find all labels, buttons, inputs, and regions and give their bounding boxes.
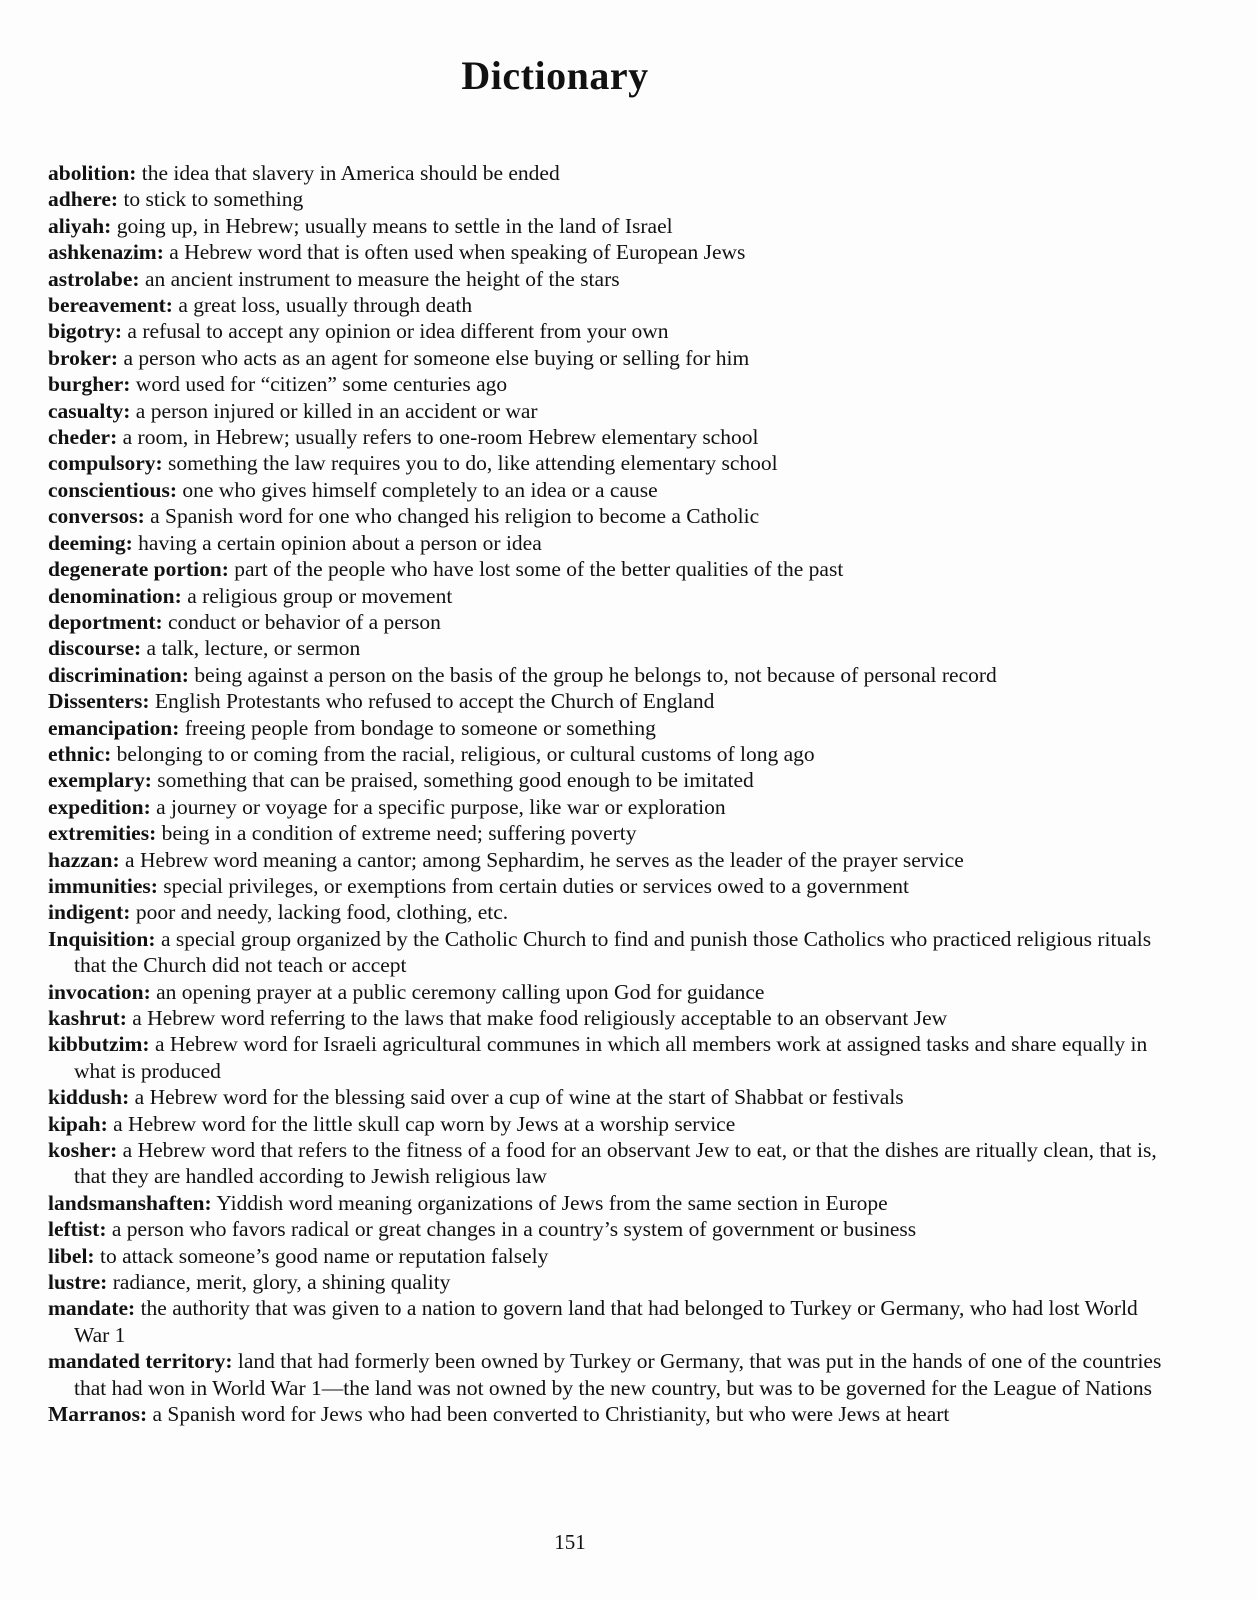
glossary-entry	[48, 926, 1168, 979]
glossary-term: immunities:	[48, 873, 158, 898]
glossary-definition: a religious group or movement	[187, 583, 453, 608]
glossary-term: burgher:	[48, 372, 131, 397]
glossary-entry	[48, 450, 1168, 476]
glossary-definition: radiance, merit, glory, a shining quality	[112, 1270, 451, 1295]
glossary-definition: something that can be praised, something good enough to be imitated	[157, 768, 754, 793]
glossary-term: denomination:	[48, 583, 182, 608]
glossary-entry	[48, 1005, 1168, 1031]
glossary-definition: a Hebrew word for the little skull cap worn by Jews at a worship service	[113, 1111, 736, 1136]
glossary-term: degenerate portion:	[48, 557, 229, 582]
glossary-term: mandated territory:	[48, 1349, 233, 1374]
glossary-entry	[48, 1137, 1168, 1190]
glossary-term: extremities:	[48, 821, 157, 846]
glossary-term: Marranos:	[48, 1402, 148, 1427]
glossary-definition: a Hebrew word meaning a cantor; among Sephardim, he serves as the leader of the prayer service	[125, 847, 964, 872]
glossary-entry	[48, 662, 1168, 688]
glossary-entry	[48, 318, 1168, 344]
glossary-term: conscientious:	[48, 477, 177, 502]
glossary-term: exemplary:	[48, 768, 152, 793]
glossary-definition: a Hebrew word that refers to the fitness of a food for an observant Jew to eat, or that the dishes are ritually clean, that is, that they are handled according to Jewish religious law	[74, 1138, 1157, 1189]
glossary-entry	[48, 979, 1168, 1005]
glossary-entry	[48, 398, 1168, 424]
glossary-definition: one who gives himself completely to an idea or a cause	[182, 477, 658, 502]
glossary-entry	[48, 424, 1168, 450]
glossary-entry	[48, 741, 1168, 767]
glossary-definition: special privileges, or exemptions from certain duties or services owed to a government	[163, 873, 909, 898]
glossary-definition: a Hebrew word for the blessing said over a cup of wine at the start of Shabbat or festivals	[134, 1085, 904, 1110]
glossary-definition: land that had formerly been owned by Turkey or Germany, that was put in the hands of one of the countries that had won in World War 1—the land was not owned by the new country, but was to be governed for the League of Nations	[74, 1349, 1162, 1400]
glossary-entry	[48, 873, 1168, 899]
glossary-entry	[48, 583, 1168, 609]
glossary-entry	[48, 847, 1168, 873]
glossary-definition: a talk, lecture, or sermon	[146, 636, 361, 661]
glossary-definition: word used for “citizen” some centuries ago	[135, 372, 508, 397]
glossary-entry	[48, 767, 1168, 793]
glossary-list	[48, 160, 1168, 1428]
glossary-entry	[48, 266, 1168, 292]
glossary-term: mandate:	[48, 1296, 136, 1321]
glossary-term: ashkenazim:	[48, 240, 164, 265]
glossary-definition: a Spanish word for Jews who had been converted to Christianity, but who were Jews at heart	[152, 1402, 950, 1427]
glossary-term: ethnic:	[48, 741, 112, 766]
glossary-entry	[48, 1348, 1168, 1401]
glossary-term: kosher:	[48, 1138, 118, 1163]
glossary-definition: being in a condition of extreme need; suffering poverty	[161, 821, 637, 846]
glossary-entry	[48, 1084, 1168, 1110]
glossary-term: Dissenters:	[48, 689, 150, 714]
glossary-term: kipah:	[48, 1111, 108, 1136]
glossary-definition: an ancient instrument to measure the height of the stars	[144, 266, 620, 291]
glossary-entry	[48, 477, 1168, 503]
glossary-entry	[48, 503, 1168, 529]
glossary-entry	[48, 688, 1168, 714]
page-title: Dictionary	[461, 53, 649, 98]
glossary-entry	[48, 1216, 1168, 1242]
glossary-definition: part of the people who have lost some of the better qualities of the past	[234, 557, 844, 582]
glossary-entry	[48, 239, 1168, 265]
glossary-definition: to attack someone’s good name or reputation falsely	[99, 1243, 549, 1268]
glossary-term: broker:	[48, 345, 119, 370]
glossary-entry	[48, 635, 1168, 661]
glossary-entry	[48, 820, 1168, 846]
glossary-definition: freeing people from bondage to someone or something	[184, 715, 656, 740]
glossary-term: kashrut:	[48, 1006, 127, 1030]
glossary-definition: a Hebrew word for Israeli agricultural communes in which all members work at assigned tasks and share equally in what is produced	[74, 1032, 1148, 1083]
glossary-term: hazzan:	[48, 847, 120, 872]
glossary-entry	[48, 715, 1168, 741]
glossary-term: libel:	[48, 1243, 95, 1268]
glossary-definition: having a certain opinion about a person or idea	[138, 530, 542, 555]
glossary-definition: an opening prayer at a public ceremony calling upon God for guidance	[156, 979, 765, 1004]
glossary-entry	[48, 899, 1168, 925]
glossary-definition: conduct or behavior of a person	[168, 609, 441, 634]
glossary-entry	[48, 1190, 1168, 1216]
glossary-term: cheder:	[48, 425, 118, 450]
glossary-entry	[48, 1269, 1168, 1295]
page-number: 151	[554, 1530, 586, 1554]
glossary-term: emancipation:	[48, 715, 180, 740]
glossary-definition: the idea that slavery in America should be ended	[141, 161, 560, 185]
glossary-entry	[48, 556, 1168, 582]
glossary-term: conversos:	[48, 504, 145, 529]
glossary-entry	[48, 345, 1168, 371]
glossary-entry	[48, 1295, 1168, 1348]
glossary-term: abolition:	[48, 161, 137, 185]
glossary-definition: to stick to something	[123, 187, 304, 212]
glossary-definition: a special group organized by the Catholic Church to find and punish those Catholics who practiced religious rituals that the Church did not teach or accept	[74, 926, 1152, 978]
glossary-term: leftist:	[48, 1217, 107, 1242]
glossary-term: bigotry:	[48, 319, 123, 344]
glossary-definition: going up, in Hebrew; usually means to settle in the land of Israel	[116, 213, 673, 238]
glossary-term: kibbutzim:	[48, 1032, 150, 1057]
glossary-entry	[48, 1243, 1168, 1269]
glossary-definition: Yiddish word meaning organizations of Jews from the same section in Europe	[216, 1190, 888, 1215]
glossary-definition: a person injured or killed in an accident or war	[135, 398, 538, 423]
glossary-entry	[48, 292, 1168, 318]
glossary-definition: a refusal to accept any opinion or idea different from your own	[127, 319, 669, 344]
glossary-term: discourse:	[48, 636, 142, 661]
glossary-term: bereavement:	[48, 293, 173, 318]
glossary-term: astrolabe:	[48, 266, 140, 291]
glossary-definition: belonging to or coming from the racial, religious, or cultural customs of long ago	[116, 741, 815, 766]
glossary-term: landsmanshaften:	[48, 1190, 212, 1215]
glossary-term: discrimination:	[48, 662, 189, 687]
glossary-entry	[48, 1401, 1168, 1427]
glossary-entry	[48, 213, 1168, 239]
glossary-definition: a Hebrew word referring to the laws that make food religiously acceptable to an observant Jew	[132, 1006, 948, 1030]
glossary-entry	[48, 160, 1168, 186]
glossary-definition: a Hebrew word that is often used when speaking of European Jews	[169, 240, 746, 265]
glossary-term: invocation:	[48, 979, 151, 1004]
glossary-definition: being against a person on the basis of the group he belongs to, not because of personal record	[194, 662, 997, 687]
glossary-term: casualty:	[48, 398, 131, 423]
glossary-term: deeming:	[48, 530, 133, 555]
glossary-definition: a journey or voyage for a specific purpose, like war or exploration	[156, 794, 726, 819]
glossary-entry	[48, 530, 1168, 556]
glossary-definition: a great loss, usually through death	[178, 293, 473, 318]
glossary-term: kiddush:	[48, 1085, 130, 1110]
glossary-term: adhere:	[48, 187, 119, 212]
glossary-definition: a person who favors radical or great changes in a country’s system of government or business	[111, 1217, 917, 1242]
glossary-definition: the authority that was given to a nation to govern land that had belonged to Turkey or Germany, who had lost World War 1	[74, 1296, 1138, 1347]
glossary-entry	[48, 371, 1168, 397]
glossary-definition: a person who acts as an agent for someone else buying or selling for him	[123, 345, 750, 370]
glossary-entry	[48, 1031, 1168, 1084]
glossary-term: Inquisition:	[48, 926, 156, 951]
glossary-entry	[48, 186, 1168, 212]
glossary-entry	[48, 1111, 1168, 1137]
glossary-entry	[48, 609, 1168, 635]
glossary-term: aliyah:	[48, 213, 112, 238]
glossary-definition: poor and needy, lacking food, clothing, etc.	[135, 900, 509, 925]
glossary-term: lustre:	[48, 1270, 108, 1295]
glossary-term: indigent:	[48, 900, 131, 925]
glossary-definition: English Protestants who refused to accept the Church of England	[154, 689, 715, 714]
glossary-definition: a room, in Hebrew; usually refers to one-room Hebrew elementary school	[122, 425, 759, 450]
glossary-term: compulsory:	[48, 451, 163, 476]
glossary-entry	[48, 794, 1168, 820]
glossary-definition: a Spanish word for one who changed his religion to become a Catholic	[150, 504, 760, 529]
glossary-definition: something the law requires you to do, like attending elementary school	[168, 451, 778, 476]
glossary-term: expedition:	[48, 794, 151, 819]
glossary-term: deportment:	[48, 609, 163, 634]
